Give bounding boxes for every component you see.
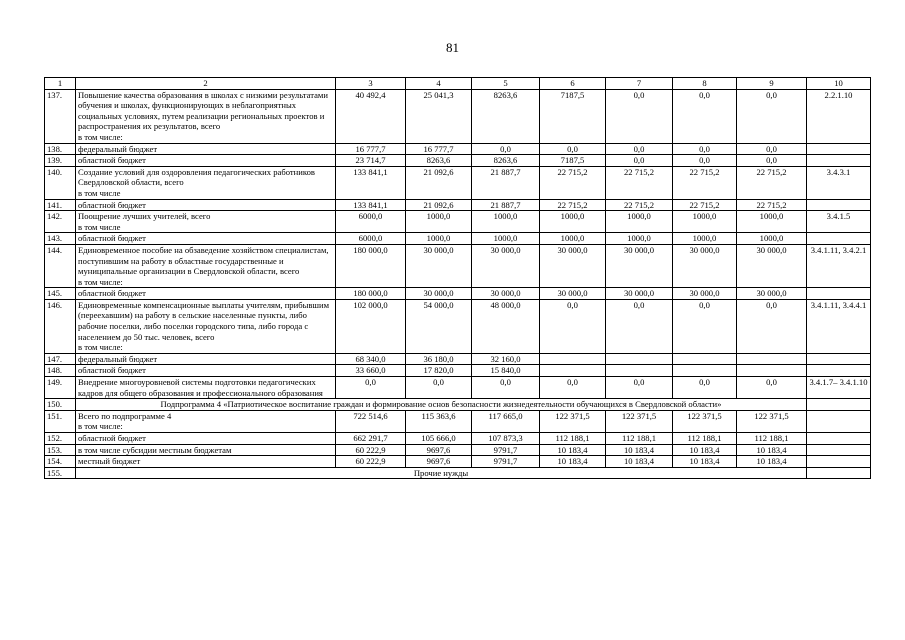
amount-cell: 0,0 xyxy=(472,377,540,399)
amount-cell: 22 715,2 xyxy=(606,199,673,211)
amount-cell: 0,0 xyxy=(673,377,737,399)
target-code-cell xyxy=(807,288,871,300)
amount-cell: 68 340,0 xyxy=(336,353,406,365)
amount-cell: 10 183,4 xyxy=(606,444,673,456)
row-number-cell: 149. xyxy=(45,377,76,399)
table-row xyxy=(45,353,871,365)
column-number-cell: 8 xyxy=(673,78,737,90)
amount-cell: 9791,7 xyxy=(472,444,540,456)
table-row xyxy=(45,399,871,411)
item-name: Единовременные компенсационные выплаты учителям, прибывшим (переехавшим) на работу в сельские населенные пункты, либо рабочие поселки, либо поселки городского типа, либо города с населением до 50 тыс. человек, всего xyxy=(78,299,330,342)
amount-cell: 7187,5 xyxy=(540,155,606,167)
table-row xyxy=(45,410,871,432)
amount-cell: 10 183,4 xyxy=(540,444,606,456)
row-number-cell: 146. xyxy=(45,299,76,353)
budget-table xyxy=(44,77,871,479)
amount-cell: 10 183,4 xyxy=(606,456,673,468)
row-number-cell: 142. xyxy=(45,211,76,233)
item-name: федеральный бюджет xyxy=(78,143,158,154)
amount-cell: 115 363,6 xyxy=(406,410,472,432)
amount-cell xyxy=(673,365,737,377)
row-number-cell: 151. xyxy=(45,410,76,432)
target-code-cell xyxy=(807,433,871,445)
item-name: Единовременное пособие на обзаведение хозяйством специалистам, поступившим на работу в областные государственные и муниципальные организации в Свердловской области, всего xyxy=(78,244,329,277)
section-heading-cell: Подпрограмма 4 «Патриотическое воспитание граждан и формирование основ безопасности жизнедеятельности обучающихся в Свердловской области» xyxy=(76,399,807,411)
target-code-cell xyxy=(807,444,871,456)
table-row xyxy=(45,211,871,233)
amount-cell: 133 841,1 xyxy=(336,199,406,211)
amount-cell: 7187,5 xyxy=(540,89,606,143)
amount-cell: 112 188,1 xyxy=(673,433,737,445)
amount-cell: 122 371,5 xyxy=(540,410,606,432)
amount-cell: 0,0 xyxy=(336,377,406,399)
item-name: Внедрение многоуровневой системы подготовки педагогических кадров для общего образования и профессионального образования xyxy=(78,377,323,398)
target-code-cell: 2.2.1.10 xyxy=(807,89,871,143)
item-name-cell xyxy=(76,353,336,365)
amount-cell: 8263,6 xyxy=(472,155,540,167)
amount-cell: 1000,0 xyxy=(673,233,737,245)
page-number: 81 xyxy=(446,40,459,55)
amount-cell: 22 715,2 xyxy=(673,199,737,211)
table-row xyxy=(45,456,871,468)
amount-cell: 722 514,6 xyxy=(336,410,406,432)
target-code-cell xyxy=(807,233,871,245)
target-code-cell xyxy=(807,467,871,479)
table-row xyxy=(45,244,871,287)
row-number-cell: 140. xyxy=(45,166,76,199)
amount-cell xyxy=(540,353,606,365)
item-name: областной бюджет xyxy=(78,155,146,166)
row-number-cell: 139. xyxy=(45,155,76,167)
table-row xyxy=(45,467,871,479)
amount-cell: 122 371,5 xyxy=(673,410,737,432)
amount-cell: 30 000,0 xyxy=(406,244,472,287)
item-name-cell xyxy=(76,299,336,353)
amount-cell: 30 000,0 xyxy=(673,288,737,300)
amount-cell: 1000,0 xyxy=(737,233,807,245)
item-name: Повышение качества образования в школах с низкими результатами обучения и школах, функционирующих в неблагоприятных социальных условиях, путем реализации региональных проектов и распространения их результатов, всего xyxy=(78,89,328,132)
amount-cell: 60 222,9 xyxy=(336,444,406,456)
amount-cell: 40 492,4 xyxy=(336,89,406,143)
target-code-cell xyxy=(807,143,871,155)
amount-cell: 9697,6 xyxy=(406,444,472,456)
item-subtitle: в том числе: xyxy=(78,421,123,432)
column-number-cell: 3 xyxy=(336,78,406,90)
amount-cell: 30 000,0 xyxy=(472,244,540,287)
item-name: Поощрение лучших учителей, всего xyxy=(78,211,211,222)
item-name: Создание условий для оздоровления педагогических работников Свердловской области, всего xyxy=(78,166,315,188)
target-code-cell: 3.4.1.7– 3.4.1.10 xyxy=(807,377,871,399)
amount-cell: 10 183,4 xyxy=(540,456,606,468)
amount-cell: 22 715,2 xyxy=(673,166,737,199)
amount-cell: 0,0 xyxy=(606,89,673,143)
amount-cell: 15 840,0 xyxy=(472,365,540,377)
row-number-cell: 144. xyxy=(45,244,76,287)
column-number-cell: 7 xyxy=(606,78,673,90)
item-name: федеральный бюджет xyxy=(78,353,158,364)
item-subtitle: в том числе: xyxy=(78,276,123,287)
amount-cell: 0,0 xyxy=(737,89,807,143)
amount-cell: 1000,0 xyxy=(606,211,673,233)
item-name-cell xyxy=(76,444,336,456)
amount-cell: 6000,0 xyxy=(336,211,406,233)
amount-cell: 22 715,2 xyxy=(737,199,807,211)
amount-cell: 107 873,3 xyxy=(472,433,540,445)
amount-cell: 8263,6 xyxy=(472,89,540,143)
amount-cell: 133 841,1 xyxy=(336,166,406,199)
item-name-cell xyxy=(76,89,336,143)
item-name: областной бюджет xyxy=(78,233,146,244)
amount-cell: 30 000,0 xyxy=(540,288,606,300)
item-name-cell xyxy=(76,155,336,167)
item-name: областной бюджет xyxy=(78,433,146,443)
column-number-row xyxy=(45,78,871,90)
column-number-cell: 4 xyxy=(406,78,472,90)
target-code-cell xyxy=(807,456,871,468)
target-code-cell: 3.4.3.1 xyxy=(807,166,871,199)
target-code-cell: 3.4.1.11, 3.4.2.1 xyxy=(807,244,871,287)
amount-cell: 9791,7 xyxy=(472,456,540,468)
row-number-cell: 147. xyxy=(45,353,76,365)
item-subtitle: в том числе xyxy=(78,221,121,232)
item-name-cell xyxy=(76,433,336,445)
target-code-cell xyxy=(807,410,871,432)
amount-cell: 0,0 xyxy=(737,143,807,155)
target-code-cell xyxy=(807,155,871,167)
target-code-cell xyxy=(807,399,871,411)
amount-cell xyxy=(673,353,737,365)
amount-cell: 122 371,5 xyxy=(606,410,673,432)
table-row xyxy=(45,89,871,143)
amount-cell: 60 222,9 xyxy=(336,456,406,468)
column-number-cell: 6 xyxy=(540,78,606,90)
row-number-cell: 143. xyxy=(45,233,76,245)
amount-cell: 112 188,1 xyxy=(737,433,807,445)
row-number-cell: 141. xyxy=(45,199,76,211)
amount-cell: 17 820,0 xyxy=(406,365,472,377)
amount-cell: 30 000,0 xyxy=(606,288,673,300)
table-row xyxy=(45,288,871,300)
amount-cell: 9697,6 xyxy=(406,456,472,468)
amount-cell: 112 188,1 xyxy=(540,433,606,445)
amount-cell: 21 887,7 xyxy=(472,199,540,211)
amount-cell: 0,0 xyxy=(606,155,673,167)
amount-cell: 1000,0 xyxy=(737,211,807,233)
amount-cell: 0,0 xyxy=(540,143,606,155)
amount-cell xyxy=(737,365,807,377)
amount-cell: 8263,6 xyxy=(406,155,472,167)
item-name: областной бюджет xyxy=(78,288,146,299)
amount-cell: 21 092,6 xyxy=(406,199,472,211)
amount-cell: 25 041,3 xyxy=(406,89,472,143)
amount-cell: 30 000,0 xyxy=(540,244,606,287)
amount-cell: 1000,0 xyxy=(472,211,540,233)
table-row xyxy=(45,199,871,211)
amount-cell: 30 000,0 xyxy=(606,244,673,287)
amount-cell: 36 180,0 xyxy=(406,353,472,365)
amount-cell: 1000,0 xyxy=(472,233,540,245)
item-name-cell xyxy=(76,410,336,432)
column-number-cell: 10 xyxy=(807,78,871,90)
table-row xyxy=(45,299,871,353)
row-number-cell: 137. xyxy=(45,89,76,143)
table-row xyxy=(45,143,871,155)
amount-cell: 1000,0 xyxy=(540,233,606,245)
amount-cell: 22 715,2 xyxy=(540,199,606,211)
column-number-cell: 9 xyxy=(737,78,807,90)
item-name: областной бюджет xyxy=(78,199,146,210)
row-number-cell: 152. xyxy=(45,433,76,445)
item-name-cell xyxy=(76,143,336,155)
item-name: Всего по подпрограмме 4 xyxy=(78,410,172,421)
amount-cell: 0,0 xyxy=(737,155,807,167)
amount-cell: 102 000,0 xyxy=(336,299,406,353)
amount-cell: 32 160,0 xyxy=(472,353,540,365)
item-name-cell xyxy=(76,199,336,211)
amount-cell: 1000,0 xyxy=(606,233,673,245)
item-name-cell xyxy=(76,244,336,287)
amount-cell: 22 715,2 xyxy=(606,166,673,199)
amount-cell: 30 000,0 xyxy=(673,244,737,287)
item-subtitle: в том числе xyxy=(78,187,121,198)
row-number-cell: 150. xyxy=(45,399,76,411)
amount-cell: 0,0 xyxy=(673,89,737,143)
amount-cell: 117 665,0 xyxy=(472,410,540,432)
target-code-cell: 3.4.1.11, 3.4.4.1 xyxy=(807,299,871,353)
amount-cell xyxy=(737,353,807,365)
amount-cell: 0,0 xyxy=(606,299,673,353)
amount-cell xyxy=(606,365,673,377)
amount-cell: 180 000,0 xyxy=(336,288,406,300)
amount-cell: 0,0 xyxy=(737,299,807,353)
item-name-cell xyxy=(76,166,336,199)
amount-cell: 0,0 xyxy=(406,377,472,399)
amount-cell: 0,0 xyxy=(540,299,606,353)
amount-cell: 22 715,2 xyxy=(540,166,606,199)
row-number-cell: 148. xyxy=(45,365,76,377)
amount-cell: 0,0 xyxy=(673,299,737,353)
amount-cell: 0,0 xyxy=(540,377,606,399)
amount-cell: 30 000,0 xyxy=(737,244,807,287)
amount-cell: 1000,0 xyxy=(540,211,606,233)
table-row xyxy=(45,444,871,456)
amount-cell: 105 666,0 xyxy=(406,433,472,445)
column-number-cell: 1 xyxy=(45,78,76,90)
amount-cell: 10 183,4 xyxy=(673,444,737,456)
row-number-cell: 138. xyxy=(45,143,76,155)
amount-cell: 180 000,0 xyxy=(336,244,406,287)
amount-cell: 1000,0 xyxy=(406,211,472,233)
amount-cell: 33 660,0 xyxy=(336,365,406,377)
amount-cell: 10 183,4 xyxy=(737,456,807,468)
item-name: областной бюджет xyxy=(78,365,146,376)
amount-cell: 21 887,7 xyxy=(472,166,540,199)
row-number-cell: 153. xyxy=(45,444,76,456)
amount-cell: 23 714,7 xyxy=(336,155,406,167)
amount-cell: 10 183,4 xyxy=(673,456,737,468)
amount-cell: 0,0 xyxy=(472,143,540,155)
table-row xyxy=(45,166,871,199)
column-number-cell: 5 xyxy=(472,78,540,90)
row-number-cell: 155. xyxy=(45,467,76,479)
target-code-cell xyxy=(807,365,871,377)
target-code-cell xyxy=(807,353,871,365)
amount-cell xyxy=(540,365,606,377)
amount-cell: 54 000,0 xyxy=(406,299,472,353)
amount-cell: 0,0 xyxy=(673,155,737,167)
row-number-cell: 145. xyxy=(45,288,76,300)
table-row xyxy=(45,377,871,399)
item-name: в том числе субсидии местным бюджетам xyxy=(78,444,232,455)
section-heading-cell: Прочие нужды xyxy=(76,467,807,479)
table-row xyxy=(45,233,871,245)
amount-cell: 30 000,0 xyxy=(406,288,472,300)
amount-cell: 21 092,6 xyxy=(406,166,472,199)
amount-cell: 0,0 xyxy=(606,143,673,155)
column-number-cell: 2 xyxy=(76,78,336,90)
amount-cell: 0,0 xyxy=(606,377,673,399)
amount-cell xyxy=(606,353,673,365)
target-code-cell: 3.4.1.5 xyxy=(807,211,871,233)
amount-cell: 22 715,2 xyxy=(737,166,807,199)
amount-cell: 122 371,5 xyxy=(737,410,807,432)
amount-cell: 0,0 xyxy=(673,143,737,155)
amount-cell: 16 777,7 xyxy=(336,143,406,155)
amount-cell: 662 291,7 xyxy=(336,433,406,445)
amount-cell: 16 777,7 xyxy=(406,143,472,155)
amount-cell: 1000,0 xyxy=(406,233,472,245)
amount-cell: 112 188,1 xyxy=(606,433,673,445)
target-code-cell xyxy=(807,199,871,211)
amount-cell: 10 183,4 xyxy=(737,444,807,456)
row-number-cell: 154. xyxy=(45,456,76,468)
amount-cell: 1000,0 xyxy=(673,211,737,233)
amount-cell: 48 000,0 xyxy=(472,299,540,353)
item-name-cell xyxy=(76,377,336,399)
item-name-cell xyxy=(76,211,336,233)
item-subtitle: в том числе: xyxy=(78,342,123,353)
table-row xyxy=(45,365,871,377)
item-name-cell xyxy=(76,233,336,245)
amount-cell: 0,0 xyxy=(737,377,807,399)
amount-cell: 6000,0 xyxy=(336,233,406,245)
table-row xyxy=(45,155,871,167)
amount-cell: 30 000,0 xyxy=(737,288,807,300)
table-row xyxy=(45,433,871,445)
item-subtitle: в том числе: xyxy=(78,131,123,142)
item-name: местный бюджет xyxy=(78,456,141,467)
amount-cell: 30 000,0 xyxy=(472,288,540,300)
item-name-cell xyxy=(76,365,336,377)
item-name-cell xyxy=(76,288,336,300)
item-name-cell xyxy=(76,456,336,468)
